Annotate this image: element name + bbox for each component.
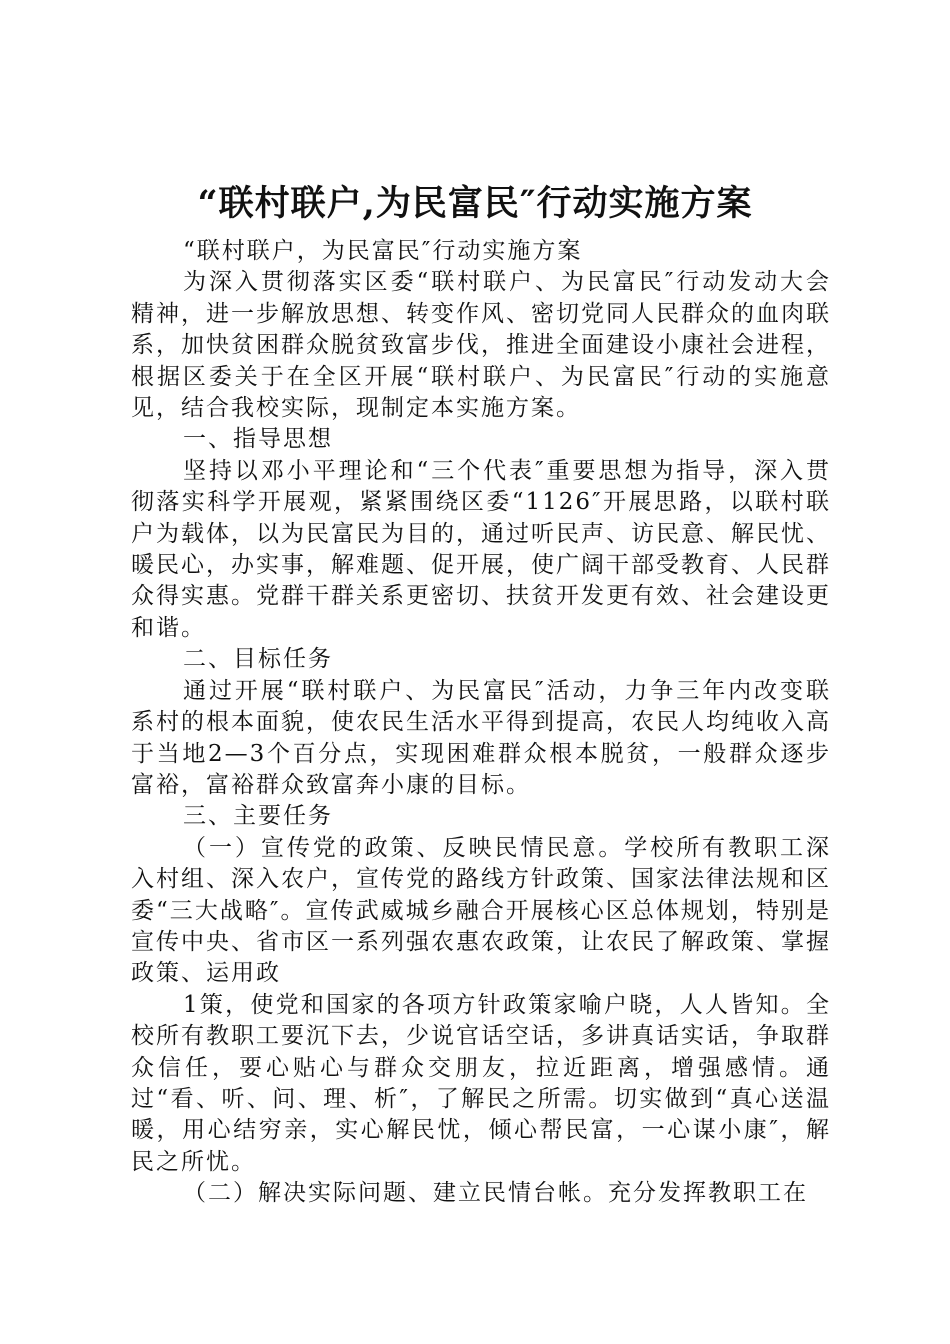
paragraph-task-1-continued: 1策，使党和国家的各项方针政策家喻户晓，人人皆知。全校所有教职工要沉下去，少说官话空话，多讲真话实话，争取群众信任，要心贴心与群众交朋友，拉近距离，增强感情。通过“看、听、问、理、析″，了解民之所需。切实做到“真心送温暖，用心结穷亲，实心解民忧，倾心帮民富，一心谋小康″，解民之所忧。 [131, 991, 831, 1175]
paragraph-task-2: （二）解决实际问题、建立民情台帐。充分发挥教职工在 [183, 1180, 808, 1207]
paragraph-subtitle: “联村联户，为民富民″行动实施方案 [183, 238, 583, 264]
paragraph-goals: 通过开展“联村联户、为民富民″活动，力争三年内改变联系村的根本面貌，使农民生活水平得到提高，农民人均纯收入高于当地2—3个百分点，实现困难群众根本脱贫，一般群众逐步富裕，富裕群众致富奔小康的目标。 [131, 677, 831, 798]
document-body [131, 236, 831, 1210]
paragraph-task-1: （一）宣传党的政策、反映民情民意。学校所有教职工深入村组、深入农户，宣传党的路线方针政策、国家法律法规和区委“三大战略″。宣传武威城乡融合开展核心区总体规划，特别是宣传中央、省市区一系列强农惠农政策，让农民了解政策、掌握政策、运用政 [131, 834, 831, 987]
section-heading-main-tasks: 三、主要任务 [183, 803, 333, 830]
section-heading-goals: 二、目标任务 [183, 646, 333, 673]
paragraph-intro: 为深入贯彻落实区委“联村联户、为民富民″行动发动大会精神，进一步解放思想、转变作风、密切党同人民群众的血肉联系，加快贫困群众脱贫致富步伐，推进全面建设小康社会进程，根据区委关于在全区开展“联村联户、为民富民″行动的实施意见，结合我校实际，现制定本实施方案。 [131, 269, 831, 422]
paragraph-guiding-ideology: 坚持以邓小平理论和“三个代表″重要思想为指导，深入贯彻落实科学开展观，紧紧围绕区委“1126″开展思路，以联村联户为载体，以为民富民为目的，通过听民声、访民意、解民忧、暖民心，办实事，解难题、促开展，使广阔干部受教育、人民群众得实惠。党群干群关系更密切、扶贫开发更有效、社会建设更和谐。 [131, 457, 831, 641]
document-title: “联村联户,为民富民″行动实施方案 [197, 183, 753, 224]
section-heading-guiding-ideology: 一、指导思想 [183, 426, 333, 453]
